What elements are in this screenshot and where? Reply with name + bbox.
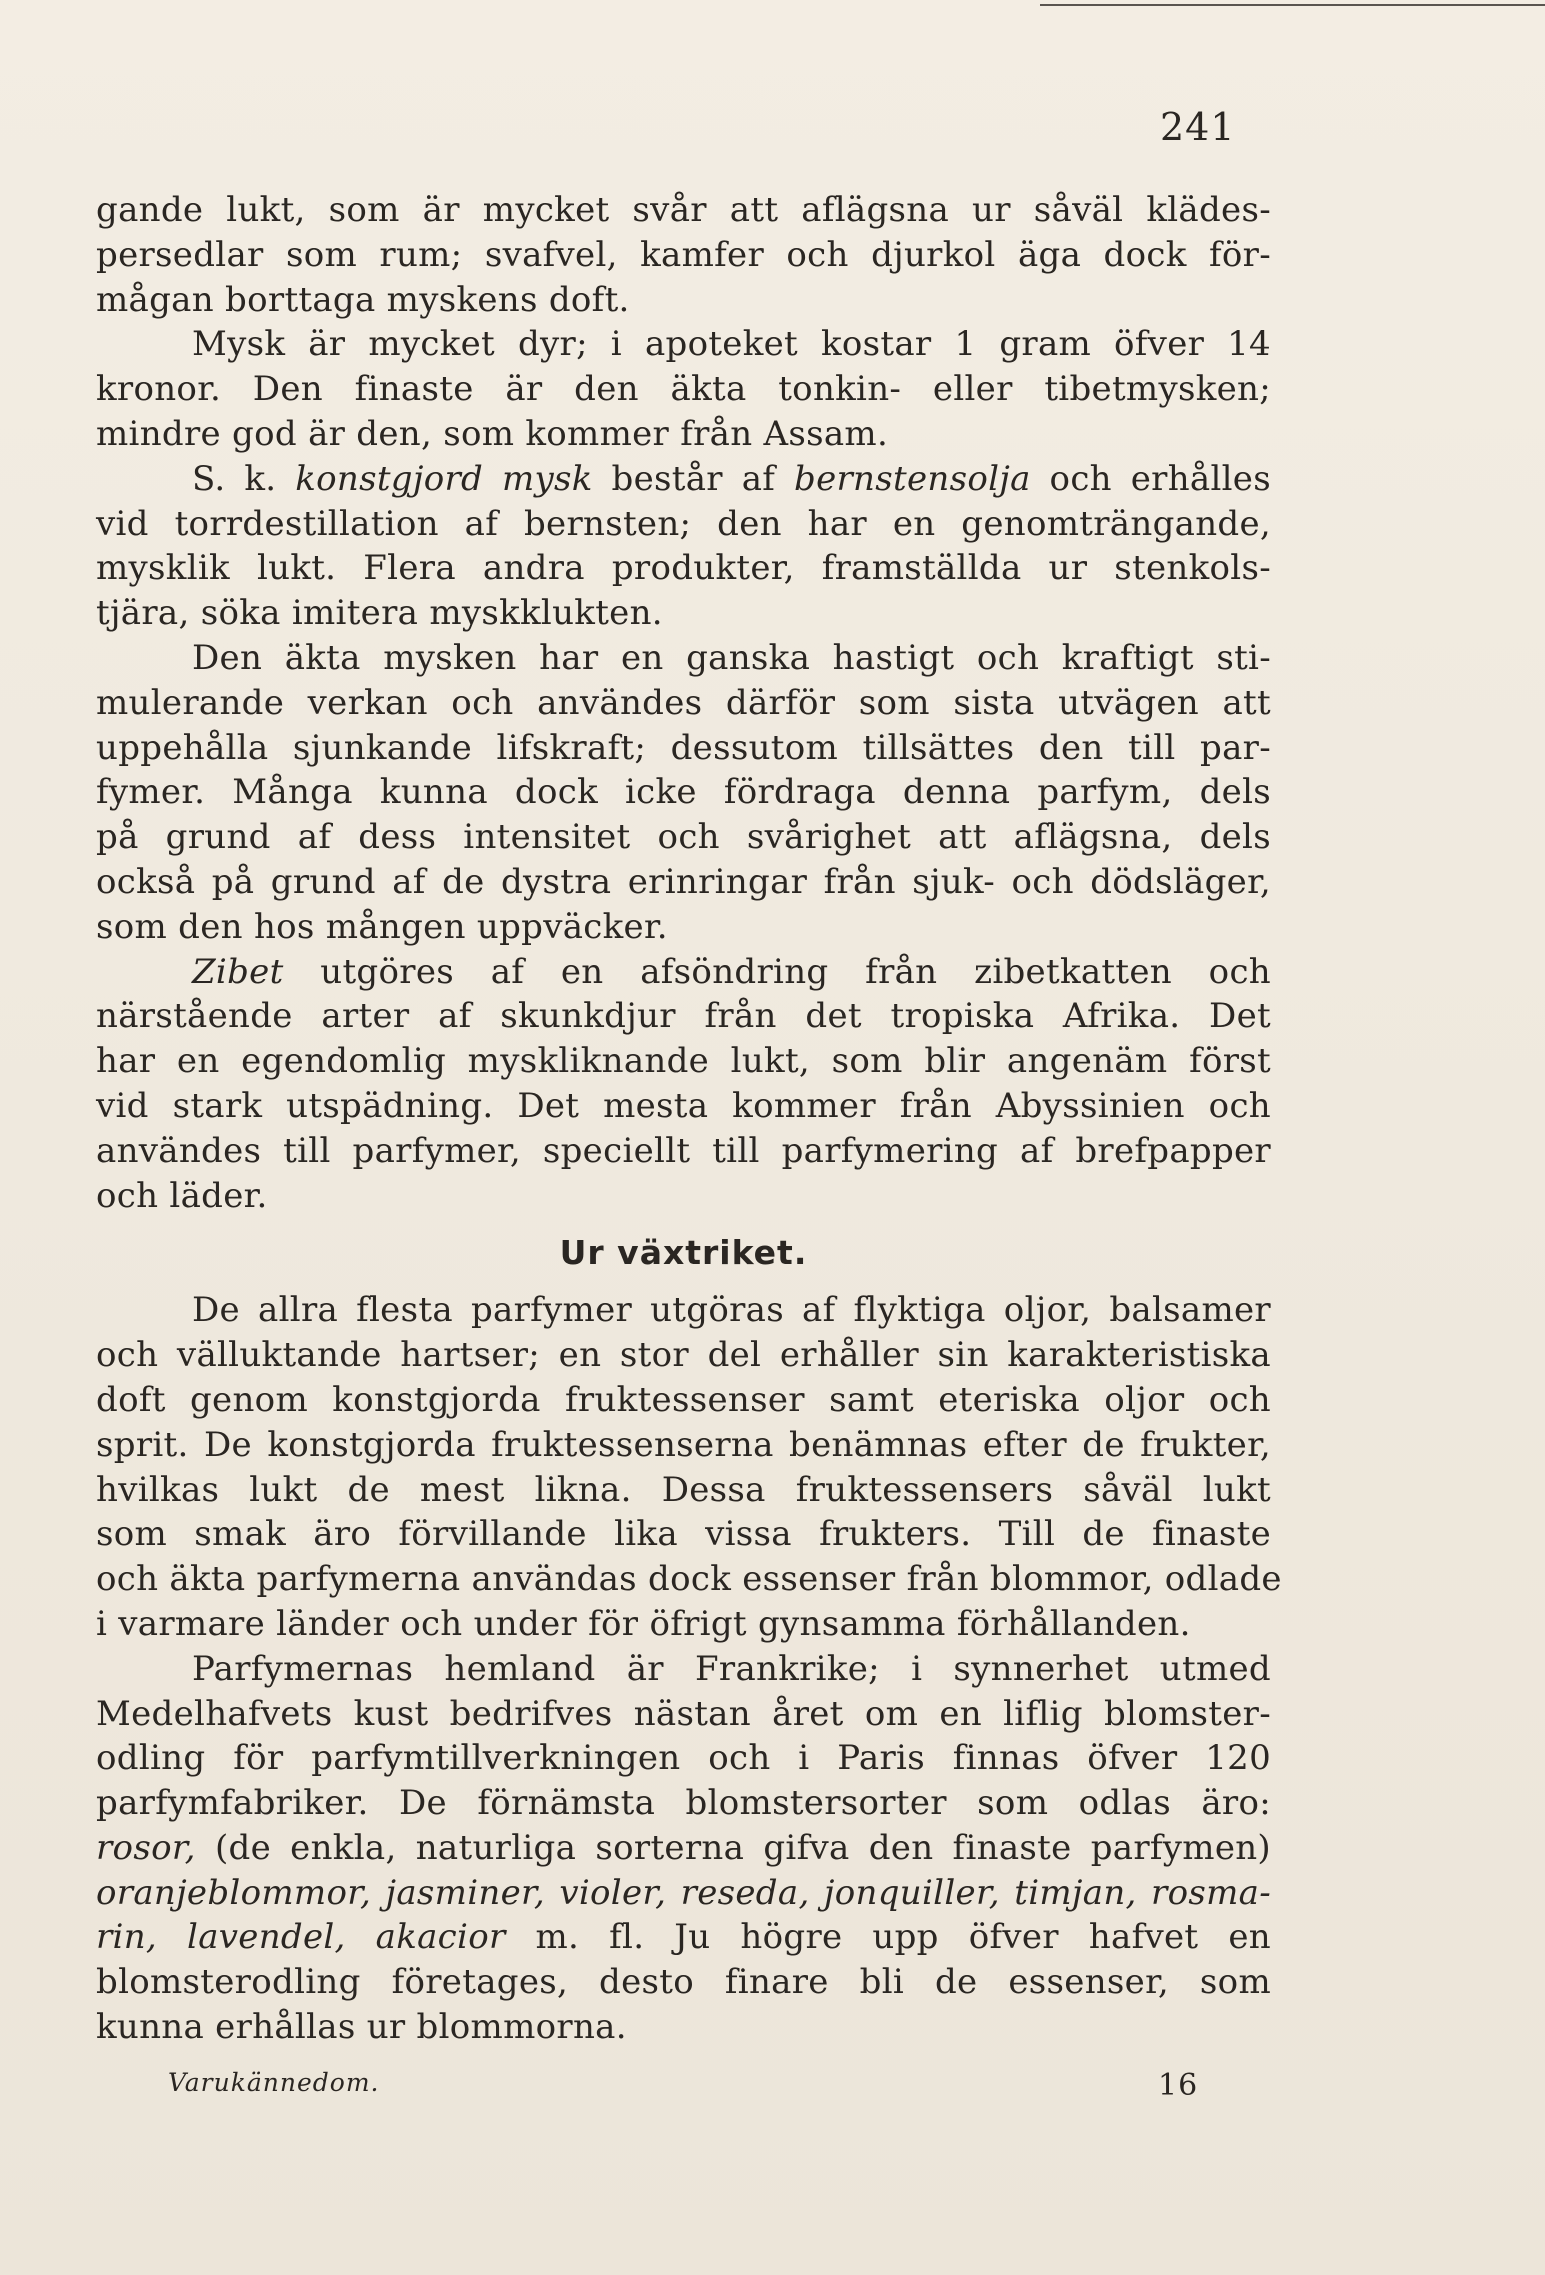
section-heading: Ur växtriket. xyxy=(559,1233,808,1273)
text-line: vid stark utspädning. Det mesta kommer från Abyssinien och xyxy=(96,1085,1271,1126)
text-line: också på grund af de dystra erinringar från sjuk- och dödsläger, xyxy=(96,861,1271,902)
text-line: doft genom konstgjorda fruktessenser samt eteriska oljor och xyxy=(96,1379,1271,1420)
text-line: som den hos mången uppväcker. xyxy=(96,906,668,947)
body-text xyxy=(96,188,1282,2050)
top-edge-rule xyxy=(1040,4,1545,6)
paragraph xyxy=(96,636,1271,950)
paragraph xyxy=(96,1647,1271,2050)
text-line: som smak äro förvillande lika vissa frukters. Till de finaste xyxy=(96,1514,1271,1555)
text-line: Mysk är mycket dyr; i apoteket kostar 1 gram öfver 14 xyxy=(192,324,1271,365)
text-line: och välluktande hartser; en stor del erhåller sin karakteristiska xyxy=(96,1335,1271,1376)
text-line: fymer. Många kunna dock icke fördraga denna parfym, dels xyxy=(96,772,1271,813)
paragraph xyxy=(96,950,1271,1219)
text-line: mulerande verkan och användes därför som sista utvägen att xyxy=(96,682,1271,723)
text-line: kronor. Den finaste är den äkta tonkin- eller tibetmysken; xyxy=(96,369,1271,410)
text-line: kunna erhållas ur blommorna. xyxy=(96,2007,627,2048)
text-line: S. k. konstgjord mysk består af bernstensolja och erhålles xyxy=(192,458,1271,499)
footer-signature: Varukännedom. xyxy=(168,2068,380,2097)
text-line: parfymfabriker. De förnämsta blomstersorter som odlas äro: xyxy=(96,1783,1271,1824)
text-line: tjära, söka imitera myskklukten. xyxy=(96,593,663,634)
text-line: mindre god är den, som kommer från Assam. xyxy=(96,413,889,454)
text-line: rin, lavendel, akacior m. fl. Ju högre upp öfver hafvet en xyxy=(96,1917,1271,1958)
text-line: mågan borttaga myskens doft. xyxy=(96,279,630,320)
text-line: hvilkas lukt de mest likna. Dessa fruktessensers såväl lukt xyxy=(96,1469,1271,1510)
text-line: och äkta parfymerna användas dock essenser från blommor, odlade xyxy=(96,1559,1282,1600)
text-line: har en egendomlig myskliknande lukt, som blir angenäm först xyxy=(96,1041,1271,1082)
text-line: De allra flesta parfymer utgöras af flyktiga oljor, balsamer xyxy=(192,1290,1271,1331)
footer-sheet-number: 16 xyxy=(1158,2068,1199,2103)
text-line: blomsterodling företages, desto finare bli de essenser, som xyxy=(96,1962,1271,2003)
text-line: persedlar som rum; svafvel, kamfer och djurkol äga dock för- xyxy=(96,234,1271,275)
text-line: Den äkta mysken har en ganska hastigt och kraftigt sti- xyxy=(192,637,1271,678)
text-line: Zibet utgöres af en afsöndring från zibetkatten och xyxy=(192,951,1271,992)
text-line: Parfymernas hemland är Frankrike; i synnerhet utmed xyxy=(192,1648,1271,1689)
text-line: och läder. xyxy=(96,1175,268,1216)
text-line: uppehålla sjunkande lifskraft; dessutom tillsättes den till par- xyxy=(96,727,1271,768)
text-line: gande lukt, som är mycket svår att aflägsna ur såväl klädes- xyxy=(96,190,1271,230)
paragraph xyxy=(96,322,1271,456)
text-line: i varmare länder och under för öfrigt gynsamma förhållanden. xyxy=(96,1603,1191,1644)
text-line: Medelhafvets kust bedrifves nästan året om en liflig blomster- xyxy=(96,1693,1271,1734)
text-line: användes till parfymer, speciellt till parfymering af brefpapper xyxy=(96,1130,1271,1171)
page-number: 241 xyxy=(1160,105,1236,149)
paragraph xyxy=(96,188,1271,322)
paragraph xyxy=(96,457,1271,636)
text-line: sprit. De konstgjorda fruktessenserna benämnas efter de frukter, xyxy=(96,1424,1271,1465)
paragraph xyxy=(96,1288,1282,1646)
text-line: vid torrdestillation af bernsten; den har en genomträngande, xyxy=(96,503,1271,544)
text-line: oranjeblommor, jasminer, violer, reseda, jonquiller, timjan, rosma- xyxy=(96,1872,1271,1913)
text-line: rosor, (de enkla, naturliga sorterna gifva den finaste parfymen) xyxy=(96,1827,1271,1868)
text-line: odling för parfymtillverkningen och i Paris finnas öfver 120 xyxy=(96,1738,1271,1779)
text-line: mysklik lukt. Flera andra produkter, framställda ur stenkols- xyxy=(96,548,1271,589)
text-line: på grund af dess intensitet och svårighet att aflägsna, dels xyxy=(96,817,1271,858)
text-line: närstående arter af skunkdjur från det tropiska Afrika. Det xyxy=(96,996,1271,1037)
